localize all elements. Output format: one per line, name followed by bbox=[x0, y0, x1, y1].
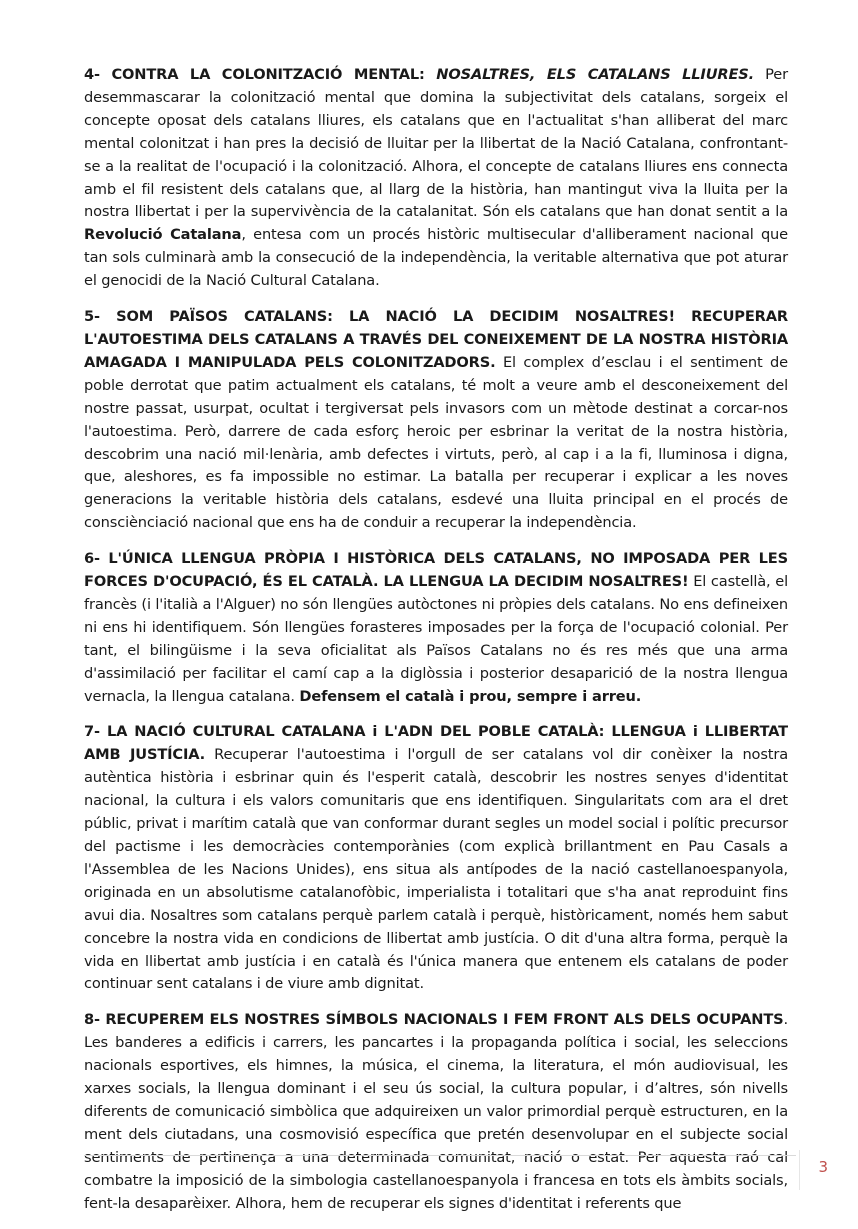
section-7 bbox=[84, 721, 788, 996]
section-6 bbox=[84, 548, 788, 708]
page-number: 3 bbox=[818, 1158, 828, 1176]
section-4-heading-italic: NOSALTRES, ELS CATALANS LLIURES. bbox=[436, 66, 755, 83]
section-4-text-end: , entesa com un procés històric multisecular d'alliberament nacional que tan sols culminarà amb la consecució de la independència, la veritable alternativa que pot aturar el genocidi de la Nació Cultural Catalana. bbox=[84, 226, 788, 290]
section-8 bbox=[84, 1009, 788, 1215]
section-6-heading: 6- L'ÚNICA LLENGUA PRÒPIA I HISTÒRICA DELS CATALANS, NO IMPOSADA PER LES FORCES D'OCUPACIÓ, ÉS EL CATALÀ. LA LLENGUA LA DECIDIM NOSALTRES! bbox=[84, 550, 788, 591]
section-6-text: El castellà, el francès (i l'italià a l'Alguer) no són llengües autòctones ni pròpies dels catalans. No ens defineixen ni ens hi identifiquem. Són llengües forasteres imposades per la força de l'ocupació colonial. Per tant, el bilingüisme i la seva oficialitat als Països Catalans no és res més que una arma d'assimilació per facilitar el camí cap a la diglòssia i posterior desaparició de la nostra llengua vernacla, la llengua catalana. bbox=[84, 573, 788, 705]
section-4 bbox=[84, 64, 788, 293]
section-4-heading: 4- CONTRA LA COLONITZACIÓ MENTAL: bbox=[84, 66, 437, 83]
document-page bbox=[84, 64, 788, 1229]
section-7-heading: 7- LA NACIÓ CULTURAL CATALANA i L'ADN DEL POBLE CATALÀ: LLENGUA i LLIBERTAT AMB JUSTÍCIA. bbox=[84, 723, 788, 764]
page-number-separator bbox=[799, 1150, 800, 1190]
section-8-text: . Les banderes a edificis i carrers, les pancartes i la propaganda política i social, les seleccions nacionals esportives, els himnes, la música, el cinema, la literatura, el món audiovisual, les xarxes socials, la llengua dominant i el seu ús social, la cultura popular, i d’altres, són nivells diferents de comunicació simbòlica que adquireixen un valor primordial perquè estructuren, en la ment dels ciutadans, una cosmovisió específica que pretén desenvolupar en el subjecte social sentiments de pertinença a una determinada comunitat, nació o estat. Per aquesta raó cal combatre la imposició de la simbologia castellanoespanyola i francesa en tots els àmbits socials, fent-la desaparèixer. Alhora, hem de recuperar els signes d'identitat i referents que bbox=[84, 1011, 788, 1212]
section-4-bold-term: Revolució Catalana bbox=[84, 226, 242, 244]
section-7-text: Recuperar l'autoestima i l'orgull de ser catalans vol dir conèixer la nostra autèntica història i esbrinar quin és l'esperit català, descobrir les nostres senyes d'identitat nacional, la cultura i els valors comunitaris que ens identifiquen. Singularitats com ara el dret públic, privat i marítim català que van conformar durant segles un model social i polític precursor del pactisme i les democràcies contemporànies (com explicà brillantment en Pau Casals a l'Assemblea de les Nacions Unides), ens situa als antípodes de la nació castellanoespanyola, originada en un absolutisme catalanofòbic, imperialista i totalitari que s'ha anat reproduint fins avui dia. Nosaltres som catalans perquè parlem català i perquè, històricament, només hem sabut concebre la nostra vida en condicions de llibertat amb justícia. O dit d'una altra forma, perquè la vida en llibertat amb justícia i en català és l'única manera que entenem els catalans de poder continuar sent catalans i de viure amb dignitat. bbox=[84, 746, 788, 993]
section-8-heading: 8- RECUPEREM ELS NOSTRES SÍMBOLS NACIONALS I FEM FRONT ALS DELS OCUPANTS bbox=[84, 1011, 784, 1029]
section-5-text: El complex d’esclau i el sentiment de poble derrotat que patim actualment els catalans, té molt a veure amb el desconeixement del nostre passat, usurpat, ocultat i tergiversat pels invasors com un mètode destinat a corcar-nos l'autoestima. Però, darrere de cada esforç heroic per esbrinar la veritat de la nostra història, descobrim una nació mil·lenària, amb defectes i virtuts, però, al cap i a la fi, lluminosa i digna, que, aleshores, es fa impossible no estimar. La batalla per recuperar i explicar a les noves generacions la veritable història dels catalans, esdevé una lluita principal en el procés de consciènciació nacional que ens ha de conduir a recuperar la independència. bbox=[84, 353, 788, 532]
section-5 bbox=[84, 306, 788, 535]
section-6-bold-conclusion: Defensem el català i prou, sempre i arreu. bbox=[299, 687, 642, 705]
section-5-heading: 5- SOM PAÏSOS CATALANS: LA NACIÓ LA DECIDIM NOSALTRES! RECUPERAR L'AUTOESTIMA DELS CATALANS A TRAVÉS DEL CONEIXEMENT DE LA NOSTRA HISTÒRIA AMAGADA I MANIPULADA PELS COLONITZADORS. bbox=[84, 308, 788, 371]
section-4-text: Per desemmascarar la colonització mental que domina la subjectivitat dels catalans, sorgeix el concepte oposat dels catalans lliures, els catalans que en l'actualitat s'han alliberat del marc mental colonitzat i han pres la decisió de lluitar per la llibertat de la Nació Catalana, confrontant-se a la realitat de l'ocupació i la colonització. Alhora, el concepte de catalans lliures ens connecta amb el fil resistent dels catalans que, al llarg de la història, han mantingut viva la lluita per la nostra llibertat i per la supervivència de la catalanitat. Són els catalans que han donat sentit a la bbox=[84, 66, 788, 221]
footer-divider bbox=[84, 1155, 796, 1156]
